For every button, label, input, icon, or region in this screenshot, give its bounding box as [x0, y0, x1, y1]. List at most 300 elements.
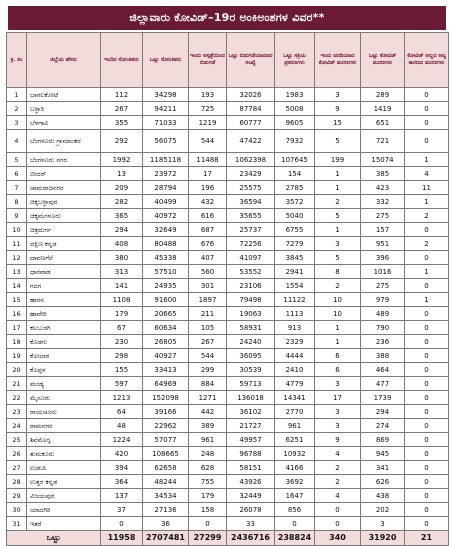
cell-serial: 4 [7, 130, 27, 153]
cell-other-deaths: 0 [405, 116, 449, 130]
cell-total-discharged: 24240 [227, 335, 275, 349]
cell-today-deaths: 2 [315, 475, 361, 489]
header-serial: ಕ್ರ. ಸಂ [7, 33, 27, 88]
cell-serial: 12 [7, 251, 27, 265]
cell-other-deaths: 0 [405, 251, 449, 265]
header-total-discharged: ಒಟ್ಟು ಬಿಡುಗಡೆಯಾದವರ ಸಂಖ್ಯೆ [227, 33, 275, 88]
table-row [7, 237, 449, 251]
cell-district-name: ಕೊಪ್ಪಳ [27, 363, 101, 377]
table-row [7, 489, 449, 503]
cell-total-infected: 57510 [143, 265, 189, 279]
cell-today-deaths: 10 [315, 307, 361, 321]
cell-district-name: ಚಿಕ್ಕಬಳ್ಳಾಪುರ [27, 195, 101, 209]
cell-serial: 9 [7, 209, 27, 223]
cell-today-deaths: 199 [315, 153, 361, 167]
cell-other-deaths: 0 [405, 279, 449, 293]
cell-today-deaths: 6 [315, 349, 361, 363]
cell-total-infected: 40972 [143, 209, 189, 223]
cell-serial: 24 [7, 419, 27, 433]
cell-total-deaths: 289 [361, 88, 405, 102]
cell-total-discharged: 36594 [227, 195, 275, 209]
table-row [7, 517, 449, 531]
cell-total-infected: 26805 [143, 335, 189, 349]
cell-total-discharged: 21727 [227, 419, 275, 433]
cell-total-discharged: 58151 [227, 461, 275, 475]
cell-total-deaths: 1739 [361, 391, 405, 405]
cell-today-discharged: 687 [189, 223, 227, 237]
header-other-deaths: ಕೋವಿಡ್ ಅಲ್ಲದ ಅನ್ಯ ಕಾರಣದ ಮರಣಗಳು [405, 33, 449, 88]
cell-district-name: ಕಲಬುರಗಿ [27, 321, 101, 335]
cell-other-deaths: 0 [405, 130, 449, 153]
cell-serial: 18 [7, 335, 27, 349]
table-row [7, 391, 449, 405]
cell-total-discharged: 79498 [227, 293, 275, 307]
cell-total-discharged: 60777 [227, 116, 275, 130]
cell-today-infected: 155 [101, 363, 143, 377]
cell-serial: 31 [7, 517, 27, 531]
cell-district-name: ರಾಯಚೂರು [27, 405, 101, 419]
cell-total-deaths: 464 [361, 363, 405, 377]
total-today-infected: 11958 [101, 531, 143, 546]
table-row [7, 475, 449, 489]
cell-district-name: ಯಾದಗಿರಿ [27, 503, 101, 517]
cell-total-infected: 40927 [143, 349, 189, 363]
cell-serial: 13 [7, 265, 27, 279]
cell-total-infected: 152098 [143, 391, 189, 405]
cell-total-infected: 91600 [143, 293, 189, 307]
cell-today-infected: 380 [101, 251, 143, 265]
table-row [7, 335, 449, 349]
cell-active-cases: 11122 [275, 293, 315, 307]
cell-total-infected: 1185118 [143, 153, 189, 167]
cell-active-cases: 10932 [275, 447, 315, 461]
cell-today-discharged: 17 [189, 167, 227, 181]
cell-today-infected: 365 [101, 209, 143, 223]
cell-today-infected: 112 [101, 88, 143, 102]
cell-district-name: ಮೈಸೂರು [27, 391, 101, 405]
cell-today-infected: 64 [101, 405, 143, 419]
table-row [7, 293, 449, 307]
cell-today-discharged: 628 [189, 461, 227, 475]
table-row [7, 195, 449, 209]
cell-total-infected: 28794 [143, 181, 189, 195]
cell-today-deaths: 4 [315, 489, 361, 503]
cell-total-deaths: 951 [361, 237, 405, 251]
table-row [7, 130, 449, 153]
cell-today-discharged: 389 [189, 419, 227, 433]
cell-district-name: ಚಾಮರಾಜನಗರ [27, 181, 101, 195]
cell-active-cases: 3845 [275, 251, 315, 265]
cell-active-cases: 2770 [275, 405, 315, 419]
cell-serial: 21 [7, 377, 27, 391]
cell-total-infected: 71033 [143, 116, 189, 130]
cell-active-cases: 2785 [275, 181, 315, 195]
cell-today-infected: 209 [101, 181, 143, 195]
cell-active-cases: 7932 [275, 130, 315, 153]
cell-district-name: ಬೀದರ್ [27, 167, 101, 181]
cell-other-deaths: 0 [405, 517, 449, 531]
cell-today-discharged: 248 [189, 447, 227, 461]
cell-district-name: ಉತ್ತರ ಕನ್ನಡ [27, 475, 101, 489]
cell-other-deaths: 0 [405, 377, 449, 391]
cell-total-infected: 39166 [143, 405, 189, 419]
cell-today-infected: 67 [101, 321, 143, 335]
table-row [7, 265, 449, 279]
cell-total-discharged: 23106 [227, 279, 275, 293]
cell-today-discharged: 1219 [189, 116, 227, 130]
cell-today-discharged: 158 [189, 503, 227, 517]
total-deaths: 31920 [361, 531, 405, 546]
cell-total-deaths: 423 [361, 181, 405, 195]
table-row [7, 209, 449, 223]
cell-total-discharged: 53552 [227, 265, 275, 279]
cell-other-deaths: 2 [405, 237, 449, 251]
cell-serial: 5 [7, 153, 27, 167]
cell-total-discharged: 59713 [227, 377, 275, 391]
cell-today-deaths: 3 [315, 237, 361, 251]
cell-total-infected: 27136 [143, 503, 189, 517]
cell-active-cases: 4166 [275, 461, 315, 475]
cell-today-infected: 298 [101, 349, 143, 363]
cell-today-deaths: 5 [315, 130, 361, 153]
cell-serial: 3 [7, 116, 27, 130]
cell-total-deaths: 979 [361, 293, 405, 307]
cell-total-discharged: 25575 [227, 181, 275, 195]
cell-total-discharged: 43926 [227, 475, 275, 489]
cell-today-deaths: 2 [315, 279, 361, 293]
cell-district-name: ಗದಗ [27, 279, 101, 293]
cell-today-discharged: 407 [189, 251, 227, 265]
cell-today-discharged: 432 [189, 195, 227, 209]
header-total-infected: ಒಟ್ಟು ಸೋಂಕಿತರು [143, 33, 189, 88]
cell-total-infected: 48244 [143, 475, 189, 489]
cell-other-deaths: 0 [405, 489, 449, 503]
cell-district-name: ಬಾಗಲಕೋಟೆ [27, 88, 101, 102]
cell-today-discharged: 196 [189, 181, 227, 195]
cell-today-infected: 1224 [101, 433, 143, 447]
cell-other-deaths: 0 [405, 419, 449, 433]
cell-today-infected: 267 [101, 102, 143, 116]
cell-total-deaths: 3 [361, 517, 405, 531]
cell-total-discharged: 23429 [227, 167, 275, 181]
cell-today-infected: 141 [101, 279, 143, 293]
cell-serial: 8 [7, 195, 27, 209]
cell-total-infected: 64969 [143, 377, 189, 391]
cell-today-infected: 394 [101, 461, 143, 475]
cell-today-deaths: 3 [315, 88, 361, 102]
cell-total-deaths: 385 [361, 167, 405, 181]
cell-active-cases: 6755 [275, 223, 315, 237]
cell-active-cases: 6251 [275, 433, 315, 447]
table-body [7, 88, 449, 531]
cell-active-cases: 5040 [275, 209, 315, 223]
cell-total-deaths: 651 [361, 116, 405, 130]
cell-today-infected: 294 [101, 223, 143, 237]
table-row [7, 377, 449, 391]
total-infected: 2707481 [143, 531, 189, 546]
cell-active-cases: 1647 [275, 489, 315, 503]
cell-serial: 11 [7, 237, 27, 251]
cell-district-name: ಚಿಕ್ಕಮಗಳೂರು [27, 209, 101, 223]
table-row [7, 503, 449, 517]
cell-today-deaths: 4 [315, 447, 361, 461]
total-today-discharged: 27299 [189, 531, 227, 546]
cell-active-cases: 0 [275, 517, 315, 531]
total-today-deaths: 340 [315, 531, 361, 546]
cell-today-infected: 408 [101, 237, 143, 251]
cell-total-infected: 40499 [143, 195, 189, 209]
cell-total-deaths: 202 [361, 503, 405, 517]
cell-total-discharged: 1062398 [227, 153, 275, 167]
cell-other-deaths: 0 [405, 223, 449, 237]
cell-total-infected: 22962 [143, 419, 189, 433]
cell-serial: 15 [7, 293, 27, 307]
cell-total-discharged: 72256 [227, 237, 275, 251]
table-row [7, 181, 449, 195]
cell-other-deaths: 1 [405, 265, 449, 279]
cell-serial: 2 [7, 102, 27, 116]
cell-today-discharged: 267 [189, 335, 227, 349]
cell-today-deaths: 3 [315, 405, 361, 419]
cell-active-cases: 1554 [275, 279, 315, 293]
cell-district-name: ದಕ್ಷಿಣ ಕನ್ನಡ [27, 237, 101, 251]
cell-today-infected: 37 [101, 503, 143, 517]
cell-today-discharged: 544 [189, 130, 227, 153]
cell-total-deaths: 157 [361, 223, 405, 237]
cell-total-infected: 20665 [143, 307, 189, 321]
table-row [7, 433, 449, 447]
cell-total-discharged: 87784 [227, 102, 275, 116]
cell-serial: 27 [7, 461, 27, 475]
cell-other-deaths: 11 [405, 181, 449, 195]
cell-total-deaths: 15074 [361, 153, 405, 167]
cell-total-discharged: 136018 [227, 391, 275, 405]
cell-total-infected: 80488 [143, 237, 189, 251]
cell-today-deaths: 9 [315, 433, 361, 447]
cell-today-infected: 282 [101, 195, 143, 209]
cell-today-deaths: 3 [315, 377, 361, 391]
cell-active-cases: 3692 [275, 475, 315, 489]
cell-today-deaths: 5 [315, 209, 361, 223]
cell-other-deaths: 1 [405, 293, 449, 307]
cell-today-discharged: 676 [189, 237, 227, 251]
cell-total-deaths: 332 [361, 195, 405, 209]
cell-today-discharged: 961 [189, 433, 227, 447]
cell-active-cases: 1983 [275, 88, 315, 102]
table-row [7, 116, 449, 130]
cell-total-deaths: 869 [361, 433, 405, 447]
cell-total-deaths: 341 [361, 461, 405, 475]
cell-total-discharged: 47422 [227, 130, 275, 153]
cell-today-deaths: 0 [315, 517, 361, 531]
cell-serial: 25 [7, 433, 27, 447]
cell-district-name: ಬೆಳಗಾವಿ [27, 116, 101, 130]
cell-today-deaths: 1 [315, 167, 361, 181]
cell-district-name: ವಿಜಯಪುರ [27, 489, 101, 503]
cell-today-infected: 1992 [101, 153, 143, 167]
table-row [7, 307, 449, 321]
cell-district-name: ಕೊಡಗು [27, 335, 101, 349]
cell-today-deaths: 15 [315, 116, 361, 130]
cell-total-deaths: 396 [361, 251, 405, 265]
cell-total-deaths: 275 [361, 209, 405, 223]
cell-total-discharged: 49957 [227, 433, 275, 447]
cell-total-discharged: 19063 [227, 307, 275, 321]
cell-today-deaths: 17 [315, 391, 361, 405]
table-row [7, 419, 449, 433]
cell-total-deaths: 721 [361, 130, 405, 153]
cell-total-infected: 23972 [143, 167, 189, 181]
cell-today-deaths: 0 [315, 503, 361, 517]
cell-active-cases: 4779 [275, 377, 315, 391]
cell-total-infected: 33413 [143, 363, 189, 377]
cell-serial: 7 [7, 181, 27, 195]
cell-today-discharged: 884 [189, 377, 227, 391]
table-row [7, 461, 449, 475]
table-header-row [7, 33, 449, 88]
cell-serial: 30 [7, 503, 27, 517]
cell-total-deaths: 477 [361, 377, 405, 391]
cell-district-name: ಕೋಲಾರ [27, 349, 101, 363]
table-row [7, 102, 449, 116]
cell-total-infected: 62658 [143, 461, 189, 475]
cell-total-deaths: 438 [361, 489, 405, 503]
cell-today-deaths: 5 [315, 251, 361, 265]
cell-today-infected: 13 [101, 167, 143, 181]
cell-total-infected: 108665 [143, 447, 189, 461]
cell-total-discharged: 36095 [227, 349, 275, 363]
cell-total-infected: 56075 [143, 130, 189, 153]
cell-total-infected: 36 [143, 517, 189, 531]
cell-serial: 23 [7, 405, 27, 419]
cell-active-cases: 913 [275, 321, 315, 335]
cell-today-discharged: 11488 [189, 153, 227, 167]
cell-total-infected: 24935 [143, 279, 189, 293]
cell-today-infected: 1213 [101, 391, 143, 405]
cell-today-deaths: 2 [315, 461, 361, 475]
cell-other-deaths: 0 [405, 461, 449, 475]
cell-other-deaths: 0 [405, 433, 449, 447]
cell-today-infected: 597 [101, 377, 143, 391]
cell-other-deaths: 1 [405, 153, 449, 167]
page-title: ಜಿಲ್ಲಾವಾರು ಕೋವಿಡ್–19ರ ಅಂಕಿಅಂಶಗಳ ವಿವರ** [8, 6, 446, 30]
cell-active-cases: 154 [275, 167, 315, 181]
cell-district-name: ಇತರೆ [27, 517, 101, 531]
cell-today-infected: 355 [101, 116, 143, 130]
cell-today-discharged: 193 [189, 88, 227, 102]
total-active: 238824 [275, 531, 315, 546]
cell-total-infected: 45338 [143, 251, 189, 265]
cell-total-infected: 34298 [143, 88, 189, 102]
table-row [7, 447, 449, 461]
table-row [7, 349, 449, 363]
cell-today-infected: 0 [101, 517, 143, 531]
table-row [7, 167, 449, 181]
cell-total-deaths: 294 [361, 405, 405, 419]
cell-district-name: ಬಳ್ಳಾರಿ [27, 102, 101, 116]
cell-district-name: ಮಂಡ್ಯ [27, 377, 101, 391]
header-today-discharged: ಇಂದು ಆಸ್ಪತ್ರೆಯಿಂದ ಬಿಡುಗಡೆ [189, 33, 227, 88]
cell-active-cases: 1113 [275, 307, 315, 321]
cell-district-name: ರಾಮನಗರ [27, 419, 101, 433]
cell-today-infected: 420 [101, 447, 143, 461]
cell-today-deaths: 3 [315, 419, 361, 433]
cell-active-cases: 5008 [275, 102, 315, 116]
cell-other-deaths: 0 [405, 349, 449, 363]
cell-today-discharged: 1897 [189, 293, 227, 307]
table-row [7, 223, 449, 237]
cell-total-deaths: 236 [361, 335, 405, 349]
total-row [7, 531, 449, 546]
cell-district-name: ಧಾರವಾಡ [27, 265, 101, 279]
cell-serial: 26 [7, 447, 27, 461]
cell-total-infected: 34534 [143, 489, 189, 503]
cell-serial: 16 [7, 307, 27, 321]
cell-total-discharged: 36102 [227, 405, 275, 419]
cell-serial: 28 [7, 475, 27, 489]
cell-active-cases: 2941 [275, 265, 315, 279]
cell-serial: 14 [7, 279, 27, 293]
table-row [7, 321, 449, 335]
cell-today-discharged: 299 [189, 363, 227, 377]
cell-today-discharged: 1271 [189, 391, 227, 405]
cell-active-cases: 961 [275, 419, 315, 433]
cell-today-deaths: 9 [315, 102, 361, 116]
table-row [7, 279, 449, 293]
cell-other-deaths: 1 [405, 195, 449, 209]
cell-active-cases: 2410 [275, 363, 315, 377]
cell-today-deaths: 1 [315, 181, 361, 195]
cell-today-infected: 179 [101, 307, 143, 321]
header-district: ಜಿಲ್ಲೆಯ ಹೆಸರು [27, 33, 101, 88]
cell-total-discharged: 32026 [227, 88, 275, 102]
total-discharged: 2436716 [227, 531, 275, 546]
table-row [7, 153, 449, 167]
cell-today-discharged: 616 [189, 209, 227, 223]
cell-total-discharged: 25737 [227, 223, 275, 237]
cell-serial: 20 [7, 363, 27, 377]
cell-total-infected: 60634 [143, 321, 189, 335]
cell-total-deaths: 1016 [361, 265, 405, 279]
cell-today-infected: 1108 [101, 293, 143, 307]
cell-today-discharged: 442 [189, 405, 227, 419]
cell-active-cases: 2329 [275, 335, 315, 349]
cell-total-deaths: 1419 [361, 102, 405, 116]
cell-active-cases: 4444 [275, 349, 315, 363]
cell-active-cases: 107645 [275, 153, 315, 167]
cell-today-deaths: 1 [315, 223, 361, 237]
cell-total-infected: 94211 [143, 102, 189, 116]
cell-today-infected: 48 [101, 419, 143, 433]
cell-active-cases: 14341 [275, 391, 315, 405]
cell-total-discharged: 58931 [227, 321, 275, 335]
cell-today-deaths: 1 [315, 335, 361, 349]
cell-today-deaths: 10 [315, 293, 361, 307]
cell-other-deaths: 0 [405, 475, 449, 489]
cell-total-discharged: 35655 [227, 209, 275, 223]
header-active-cases: ಒಟ್ಟು ಸಕ್ರಿಯ ಪ್ರಕರಣಗಳು [275, 33, 315, 88]
table-row [7, 88, 449, 102]
cell-district-name: ಚಿತ್ರದುರ್ಗ [27, 223, 101, 237]
cell-district-name: ಬೆಂಗಳೂರು ಗ್ರಾಮಾಂತರ [27, 130, 101, 153]
district-covid-table [6, 32, 449, 546]
cell-today-deaths: 2 [315, 195, 361, 209]
cell-today-infected: 364 [101, 475, 143, 489]
cell-other-deaths: 0 [405, 321, 449, 335]
cell-district-name: ಶಿವಮೊಗ್ಗ [27, 433, 101, 447]
cell-today-infected: 313 [101, 265, 143, 279]
cell-total-deaths: 489 [361, 307, 405, 321]
